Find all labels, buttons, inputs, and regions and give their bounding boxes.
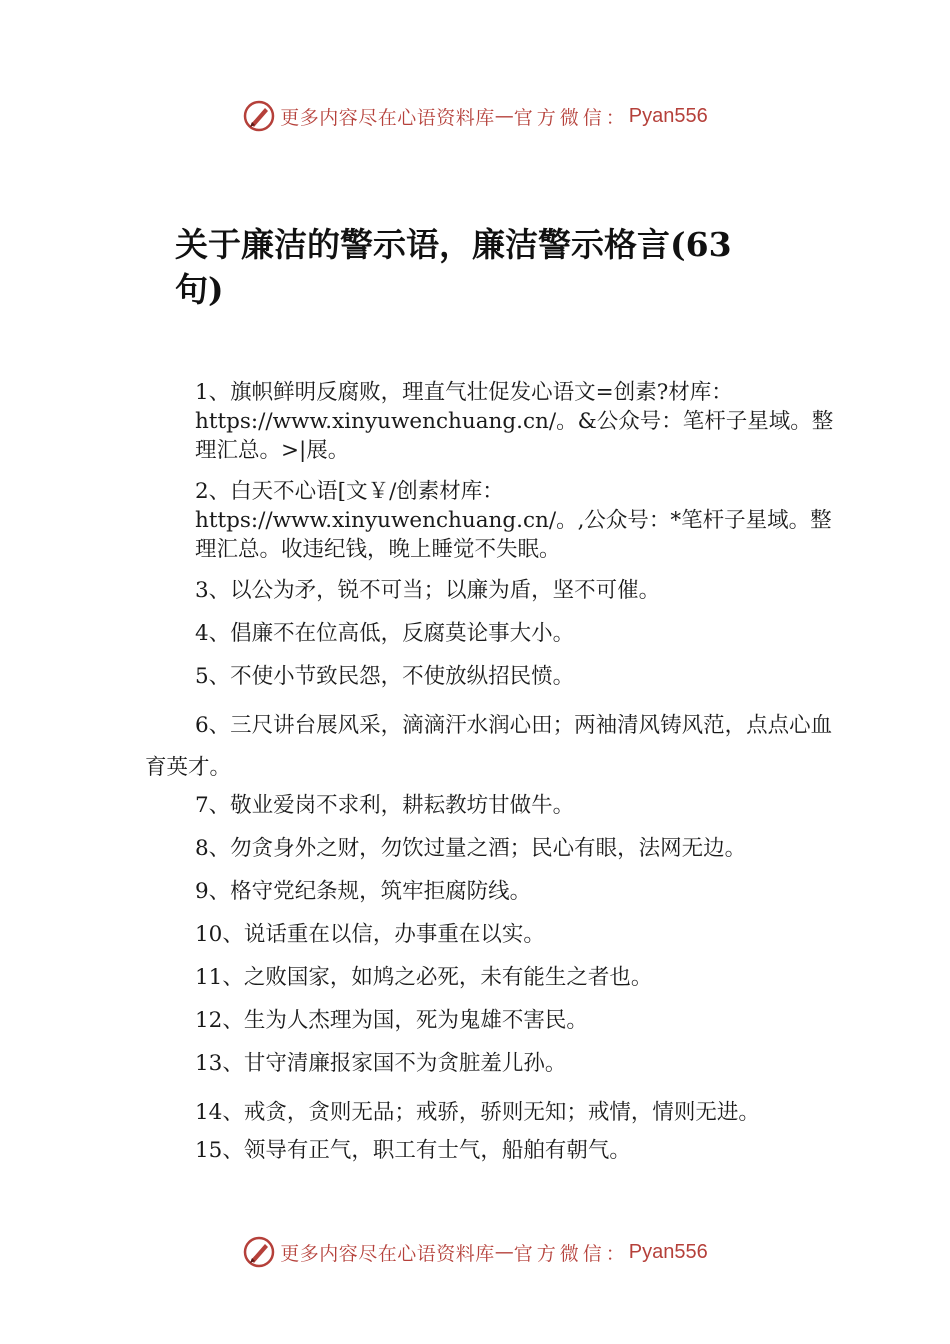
banner-wechat-id: Pyan556	[628, 1240, 708, 1263]
list-item: 6、三尺讲台展风采，滴滴汗水润心田；两袖清风铸风范，点点心血育英才。	[145, 713, 833, 780]
list-item: 7、敬业爱岗不求利，耕耘教坊甘做牛。	[195, 793, 575, 818]
list-item: 3、以公为矛，锐不可当；以廉为盾，坚不可催。	[195, 578, 661, 603]
footer-banner	[0, 1232, 950, 1272]
banner-text: 更多内容尽在心语资料库	[280, 1242, 495, 1265]
pen-logo-icon	[242, 1235, 276, 1269]
list-item: 13、甘守清廉报家国不为贪脏羞儿孙。	[195, 1051, 567, 1076]
list-item: 9、格守党纪条规，筑牢拒腐防线。	[195, 879, 532, 904]
banner-wechat-label: 官方微信：	[513, 106, 629, 129]
banner-wechat-id: Pyan556	[628, 104, 708, 127]
page-title: 关于廉洁的警示语，廉洁警示格言(63句)	[175, 225, 732, 309]
list-item: 4、倡廉不在位高低，反腐莫论事大小。	[195, 621, 575, 646]
banner-wechat-label: 官方微信：	[513, 1242, 629, 1265]
list-item: 8、勿贪身外之财，勿饮过量之酒；民心有眼，法网无边。	[195, 836, 747, 861]
banner-text: 更多内容尽在心语资料库	[280, 106, 495, 129]
list-item: 15、领导有正气，职工有士气，船舶有朝气。	[195, 1138, 631, 1163]
list-item: 12、生为人杰理为国，死为鬼雄不害民。	[195, 1008, 588, 1033]
list-item: 5、不使小节致民怨，不使放纵招民愤。	[195, 664, 575, 689]
document-body	[145, 378, 845, 1165]
list-item: 2、白天不心语[文￥/创素材库：https://www.xinyuwenchuang.cn/。,公众号：*笔杆子星域。整理汇总。收违纪钱，晚上睡觉不失眠。	[195, 479, 832, 562]
header-banner	[0, 96, 950, 136]
banner-separator: —	[494, 105, 514, 127]
list-item: 10、说话重在以信，办事重在以实。	[195, 922, 545, 947]
banner-separator: —	[494, 1241, 514, 1263]
list-item: 14、戒贪，贪则无品；戒骄，骄则无知；戒情，情则无进。	[195, 1100, 760, 1125]
list-item: 1、旗帜鲜明反腐败，理直气壮促发心语文=创素?材库：https://www.xinyuwenchuang.cn/。&公众号：笔杆子星域。整理汇总。>|展。	[195, 380, 834, 463]
pen-logo-icon	[242, 99, 276, 133]
list-item: 11、之败国家，如鸠之必死，未有能生之者也。	[195, 965, 653, 990]
